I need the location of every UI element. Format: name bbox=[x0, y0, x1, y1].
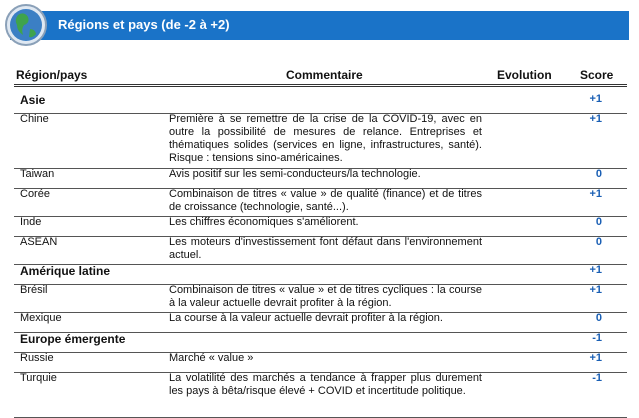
region-name: Turquie bbox=[20, 372, 57, 384]
regions-table bbox=[14, 63, 627, 397]
group-row bbox=[14, 264, 627, 285]
region-name: Inde bbox=[20, 216, 42, 228]
table-row bbox=[14, 216, 627, 237]
region-name: Mexique bbox=[20, 312, 62, 324]
group-row bbox=[14, 332, 627, 353]
region-name: Russie bbox=[20, 352, 54, 364]
table-row bbox=[14, 284, 627, 313]
header-evolution: Evolution bbox=[497, 68, 552, 82]
header-region: Région/pays bbox=[16, 68, 88, 82]
region-name: ASEAN bbox=[20, 236, 58, 248]
table-row bbox=[14, 113, 627, 169]
page-title: Régions et pays (de -2 à +2) bbox=[58, 17, 230, 32]
region-score: -1 bbox=[592, 372, 602, 384]
region-comment: Les moteurs d'investissement font défaut dans l'environnement actuel. bbox=[169, 236, 482, 261]
region-comment: La course à la valeur actuelle devrait profiter à la région. bbox=[169, 312, 443, 324]
globe-icon bbox=[4, 3, 48, 47]
region-comment: Combinaison de titres « value » et de titres cycliques : la course à la valeur actuelle devrait profiter à la région. bbox=[169, 284, 482, 309]
region-score: 0 bbox=[595, 312, 602, 324]
region-score: 0 bbox=[595, 168, 602, 180]
region-score: -1 bbox=[592, 332, 602, 344]
header-divider bbox=[14, 84, 627, 87]
region-score: 0 bbox=[595, 236, 602, 248]
region-comment: La volatilité des marchés a tendance à frapper plus durement les pays à bêta/risque élevé + COVID et incertitude politique. bbox=[169, 372, 482, 397]
region-score: 0 bbox=[595, 216, 602, 228]
region-name: Asie bbox=[20, 93, 46, 107]
table-row bbox=[14, 168, 627, 189]
table-row bbox=[14, 188, 627, 217]
region-name: Europe émergente bbox=[20, 332, 126, 346]
header-comment: Commentaire bbox=[286, 68, 363, 82]
region-score: +1 bbox=[589, 352, 602, 364]
region-name: Corée bbox=[20, 188, 50, 200]
region-score: +1 bbox=[589, 113, 602, 125]
region-comment: Les chiffres économiques s'améliorent. bbox=[169, 216, 359, 228]
region-name: Chine bbox=[20, 113, 49, 125]
region-name: Taiwan bbox=[20, 168, 55, 180]
region-name: Amérique latine bbox=[20, 264, 111, 278]
region-comment: Combinaison de titres « value » de qualité (finance) et de titres de croissance (technologie, santé...). bbox=[169, 188, 482, 213]
region-comment: Marché « value » bbox=[169, 352, 254, 364]
region-comment: Avis positif sur les semi-conducteurs/la technologie. bbox=[169, 168, 421, 180]
region-name: Brésil bbox=[20, 284, 48, 296]
table-row bbox=[14, 372, 627, 418]
region-score: +1 bbox=[589, 284, 602, 296]
region-score: +1 bbox=[589, 188, 602, 200]
table-row bbox=[14, 352, 627, 373]
region-comment: Première à se remettre de la crise de la COVID-19, avec en outre la possibilité de mesures de relance. Entreprises et thématiques solides (services en ligne, infrastructures, santé). Risque : tensions sino-américaines. bbox=[169, 113, 482, 164]
region-score: +1 bbox=[589, 264, 602, 276]
header-score: Score bbox=[580, 68, 614, 82]
region-score: +1 bbox=[589, 93, 602, 105]
table-row bbox=[14, 236, 627, 265]
group-row bbox=[14, 93, 627, 114]
table-row bbox=[14, 312, 627, 333]
table-header bbox=[14, 63, 627, 82]
